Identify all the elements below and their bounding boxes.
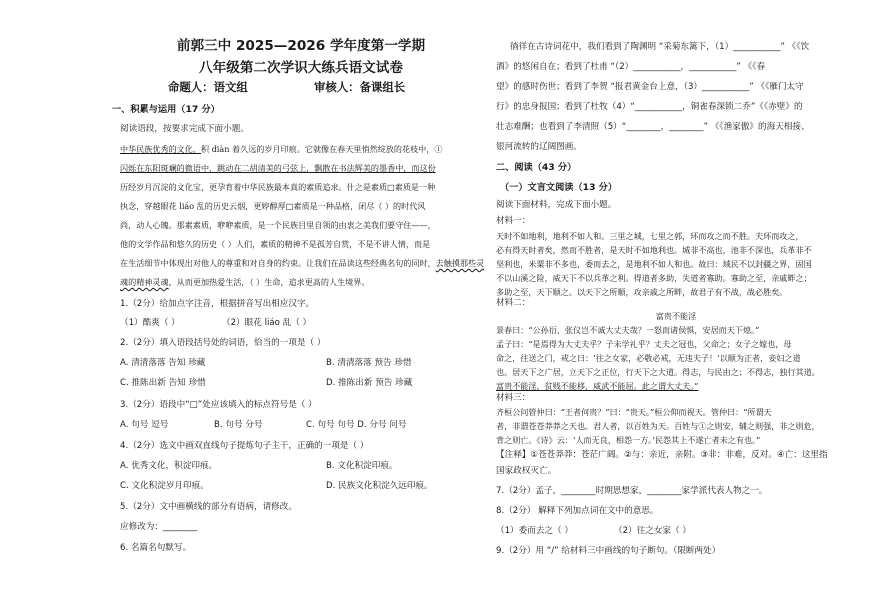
passage-line-2: 闪烁在东阳斑斓的微语中，跳动在二胡清美的弓弦上，飘散在书法辉美的墨香中，而这份 — [120, 163, 436, 173]
author-label: 命题人：语文组 — [168, 80, 248, 94]
passage-line-6: 他的文学作品和悠久的历史（ ）人们，素质的精神不是孤芳自赏，不是不讲人情，而是 — [120, 239, 431, 249]
question-7: 7.（2分）孟子，________时期思想家，________家学派代表人物之一。 — [496, 486, 768, 496]
passage-line-3: 历经岁月沉淀的文化宝，更孕育着中华民族最本真的素质追求。什之是素质□素质是一种 — [120, 182, 436, 192]
question-8-part-2: （2）往之女家（ ） — [614, 526, 691, 536]
question-1-part-2: （2）眼花 liáo 乱（ ） — [222, 318, 312, 328]
passage-line-1 — [120, 144, 442, 155]
question-5-answer-line: 应修改为：________ — [120, 522, 198, 532]
passage-text-8: ，从而更加热爱生活，（ ）生命，追求更高的人生境界。 — [168, 277, 370, 287]
section-heading-1: 一、积累与运用（17 分） — [112, 104, 220, 115]
passage-line-4: 执念，穿越眼花 liáo 乱的历史云烟，更婷醇厚□素质是一种品格，闭尽（ ）的时代风 — [120, 201, 426, 211]
passage-wavy-2: 魂的精神灵魂 — [120, 277, 169, 287]
passage-line-7 — [120, 258, 484, 269]
exam-title: 前郭三中 2025—2026 学年度第一学期 — [176, 38, 426, 54]
material-1-label: 材料一： — [496, 216, 531, 226]
question-1: 1.（2分）给加点字注音，根据拼音写出相应汉字。 — [120, 299, 315, 309]
material-3-label: 材料三： — [496, 393, 531, 403]
question-8: 8.（2分） 解释下列加点词在文中的意思。 — [496, 506, 659, 516]
question-2: 2.（2分）填入语段括号处的词语，恰当的一项是（ ） — [120, 338, 326, 348]
material-1-line-1: 天时不如地利，地利不如人和。三里之城，七里之郭，环而攻之而不胜。夫环而攻之， — [496, 231, 804, 241]
poetry-intro-line-2: 酒》的悠闲自在；看到了杜甫 “（2）___________，___________” 《《春 — [496, 62, 766, 72]
material-3-line-2: 者，非谓苍苍莽莽之天也。君人者，以百姓为天。百姓与①之则安，辅之则强，非之则危， — [496, 421, 820, 431]
material-2-label: 材料二： — [496, 298, 531, 308]
reading-instruction-2: 阅读下面材料，完成下面小题。 — [496, 200, 617, 210]
reading-instruction: 阅读语段，按要求完成下面小题。 — [120, 124, 249, 134]
question-4: 4.（2分）选文中画双直线句子提炼句子主干，正确的一项是（ ） — [120, 441, 369, 451]
material-2-line-5: 富贵不能淫，贫贱不能移，威武不能屈。此之谓大丈夫。” — [496, 381, 699, 391]
subsection-heading-1: （一）文言文阅读（13 分） — [500, 182, 618, 193]
passage-underline-1: 中华民族优秀的文化， — [120, 144, 201, 154]
passage-line-5: 尚，动人心魄。那素素质，咿咿素质，是一个民族目里自领的由衷之美我们要守住——， — [120, 220, 436, 230]
poetry-intro-line-1: 徜徉在古诗词花中，我们看到了陶渊明 “采菊东篱下，（1）___________” 《《饮 — [510, 42, 810, 52]
material-1-line-3: 坚利也，米粟非不多也，委而去之，是地利不如人和也。故曰：域民不以封疆之界，固国 — [496, 259, 812, 269]
section-heading-2: 二、阅读（43 分） — [496, 162, 577, 173]
material-2-line-3: 命之，往送之门，戒之曰：‘往之女家，必敬必戒，无违夫子！’以顺为正者，妾妇之道 — [496, 353, 801, 363]
question-2-option-c: C. 推陈出新 告知 珍惜 — [120, 378, 206, 388]
passage-text-7: 在生活细节中体现出对他人的尊重和对自身的约束。让我们在品读这些经典名句的同时， — [120, 258, 436, 268]
question-8-part-1: （1）委而去之（ ） — [496, 526, 573, 536]
material-1-line-2: 必有得天时者矣，然而不胜者，是天时不如地利也。城非不高也，池非不深也，兵革非不 — [496, 245, 812, 255]
question-2-option-d: D. 推陈出新 预告 珍藏 — [326, 378, 413, 388]
exam-subtitle: 八年级第二次学识大练兵语文试卷 — [199, 60, 403, 76]
question-3-option-b: B. 句号 分号 — [214, 420, 263, 430]
material-2-line-4: 也。居天下之广居，立天下之正位，行天下之大道。得志，与民由之；不得志，独行其道。 — [496, 367, 820, 377]
question-4-option-a: A. 优秀文化，积淀印痕。 — [120, 461, 218, 471]
question-3: 3.（2分）语段中“□”处应该填入的标点符号是（ ） — [120, 400, 317, 410]
material-1-line-4: 不以山溪之险，威天下不以兵革之利。得道者多助，失道者寡助。寡助之至，亲戚畔之； — [496, 273, 812, 283]
annotation-line-2: 国家政权灭亡。 — [496, 466, 557, 476]
question-6: 6. 名篇名句默写。 — [120, 543, 192, 553]
poetry-intro-line-6: 银河流转的辽阔图画。 — [496, 142, 582, 152]
question-2-option-a: A. 清清落落 告知 珍藏 — [120, 358, 206, 368]
material-3-line-1: 齐桓公问管仲曰：“王者何贵？”曰：“贵天。”桓公仰而视天。管仲曰：“所谓天 — [496, 407, 772, 417]
question-4-option-b: B. 文化积淀印痕。 — [326, 461, 398, 471]
question-4-option-d: D. 民族文化积淀久远印痕。 — [326, 481, 433, 491]
poetry-intro-line-5: 壮志难酬；也看到了李清照（5）“________，________” 《《渔家傲》的海天相接、 — [496, 122, 810, 132]
question-9: 9.（2分）用 “/” 给材料三中画线的句子断句。（限断两处） — [496, 546, 721, 556]
question-5: 5.（2分）文中画横线的部分有语病，请修改。 — [120, 502, 297, 512]
poetry-intro-line-4: 行》的忠身报国；看到了杜牧（4）“___________，铜雀春深锁二乔”《《赤壁》的 — [496, 102, 803, 112]
question-3-option-a: A. 句号 逗号 — [120, 420, 169, 430]
question-1-part-1: （1）酷爽（ ） — [120, 318, 180, 328]
poetry-intro-line-3: 望》的感时伤世；看到了李贺 “报君黄金台上意，（3）___________” 《《雁门太守 — [496, 82, 804, 92]
reviewer-label: 审核人：备课组长 — [314, 80, 406, 94]
question-4-option-c: C. 文化积淀岁月印痕。 — [120, 481, 209, 491]
material-2-line-2: 孟子曰：“是焉得为大丈夫乎？子未学礼乎？丈夫之冠也，父命之；女子之嫁也，母 — [496, 339, 792, 349]
passage-text-1: 积 diàn 着久远的岁月印痕。它就像在春天里悄然绽放的花枝中，① — [200, 144, 443, 154]
material-3-line-3: 背之则亡。《诗》云：‘人而无良，相怨一方。’民怨其上不遂亡者未之有也。” — [496, 435, 761, 445]
material-1-line-5: 多助之至，天下顺之。以天下之所顺，攻亲戚之所畔，故君子有不战，战必胜矣。 — [496, 287, 788, 297]
passage-line-8 — [120, 277, 369, 288]
material-2-title: 富贵不能淫 — [655, 311, 697, 321]
material-2-line-1: 景春曰：“公孙衍、张仪岂不诚大丈夫哉？一怒而诸侯惧，安居而天下熄。” — [496, 325, 760, 335]
annotation-line-1: 【注释】①苍苍莽莽：苍茫广阔。②与：亲近，亲附。③非：非难，反对。④亡：这里指 — [496, 450, 828, 460]
question-2-option-b: B. 清清落落 预告 珍惜 — [326, 358, 412, 368]
passage-wavy-1: 去触摸那些灵 — [435, 258, 485, 268]
question-3-option-cd: C. 句号 句号 D. 分号 问号 — [306, 420, 407, 430]
